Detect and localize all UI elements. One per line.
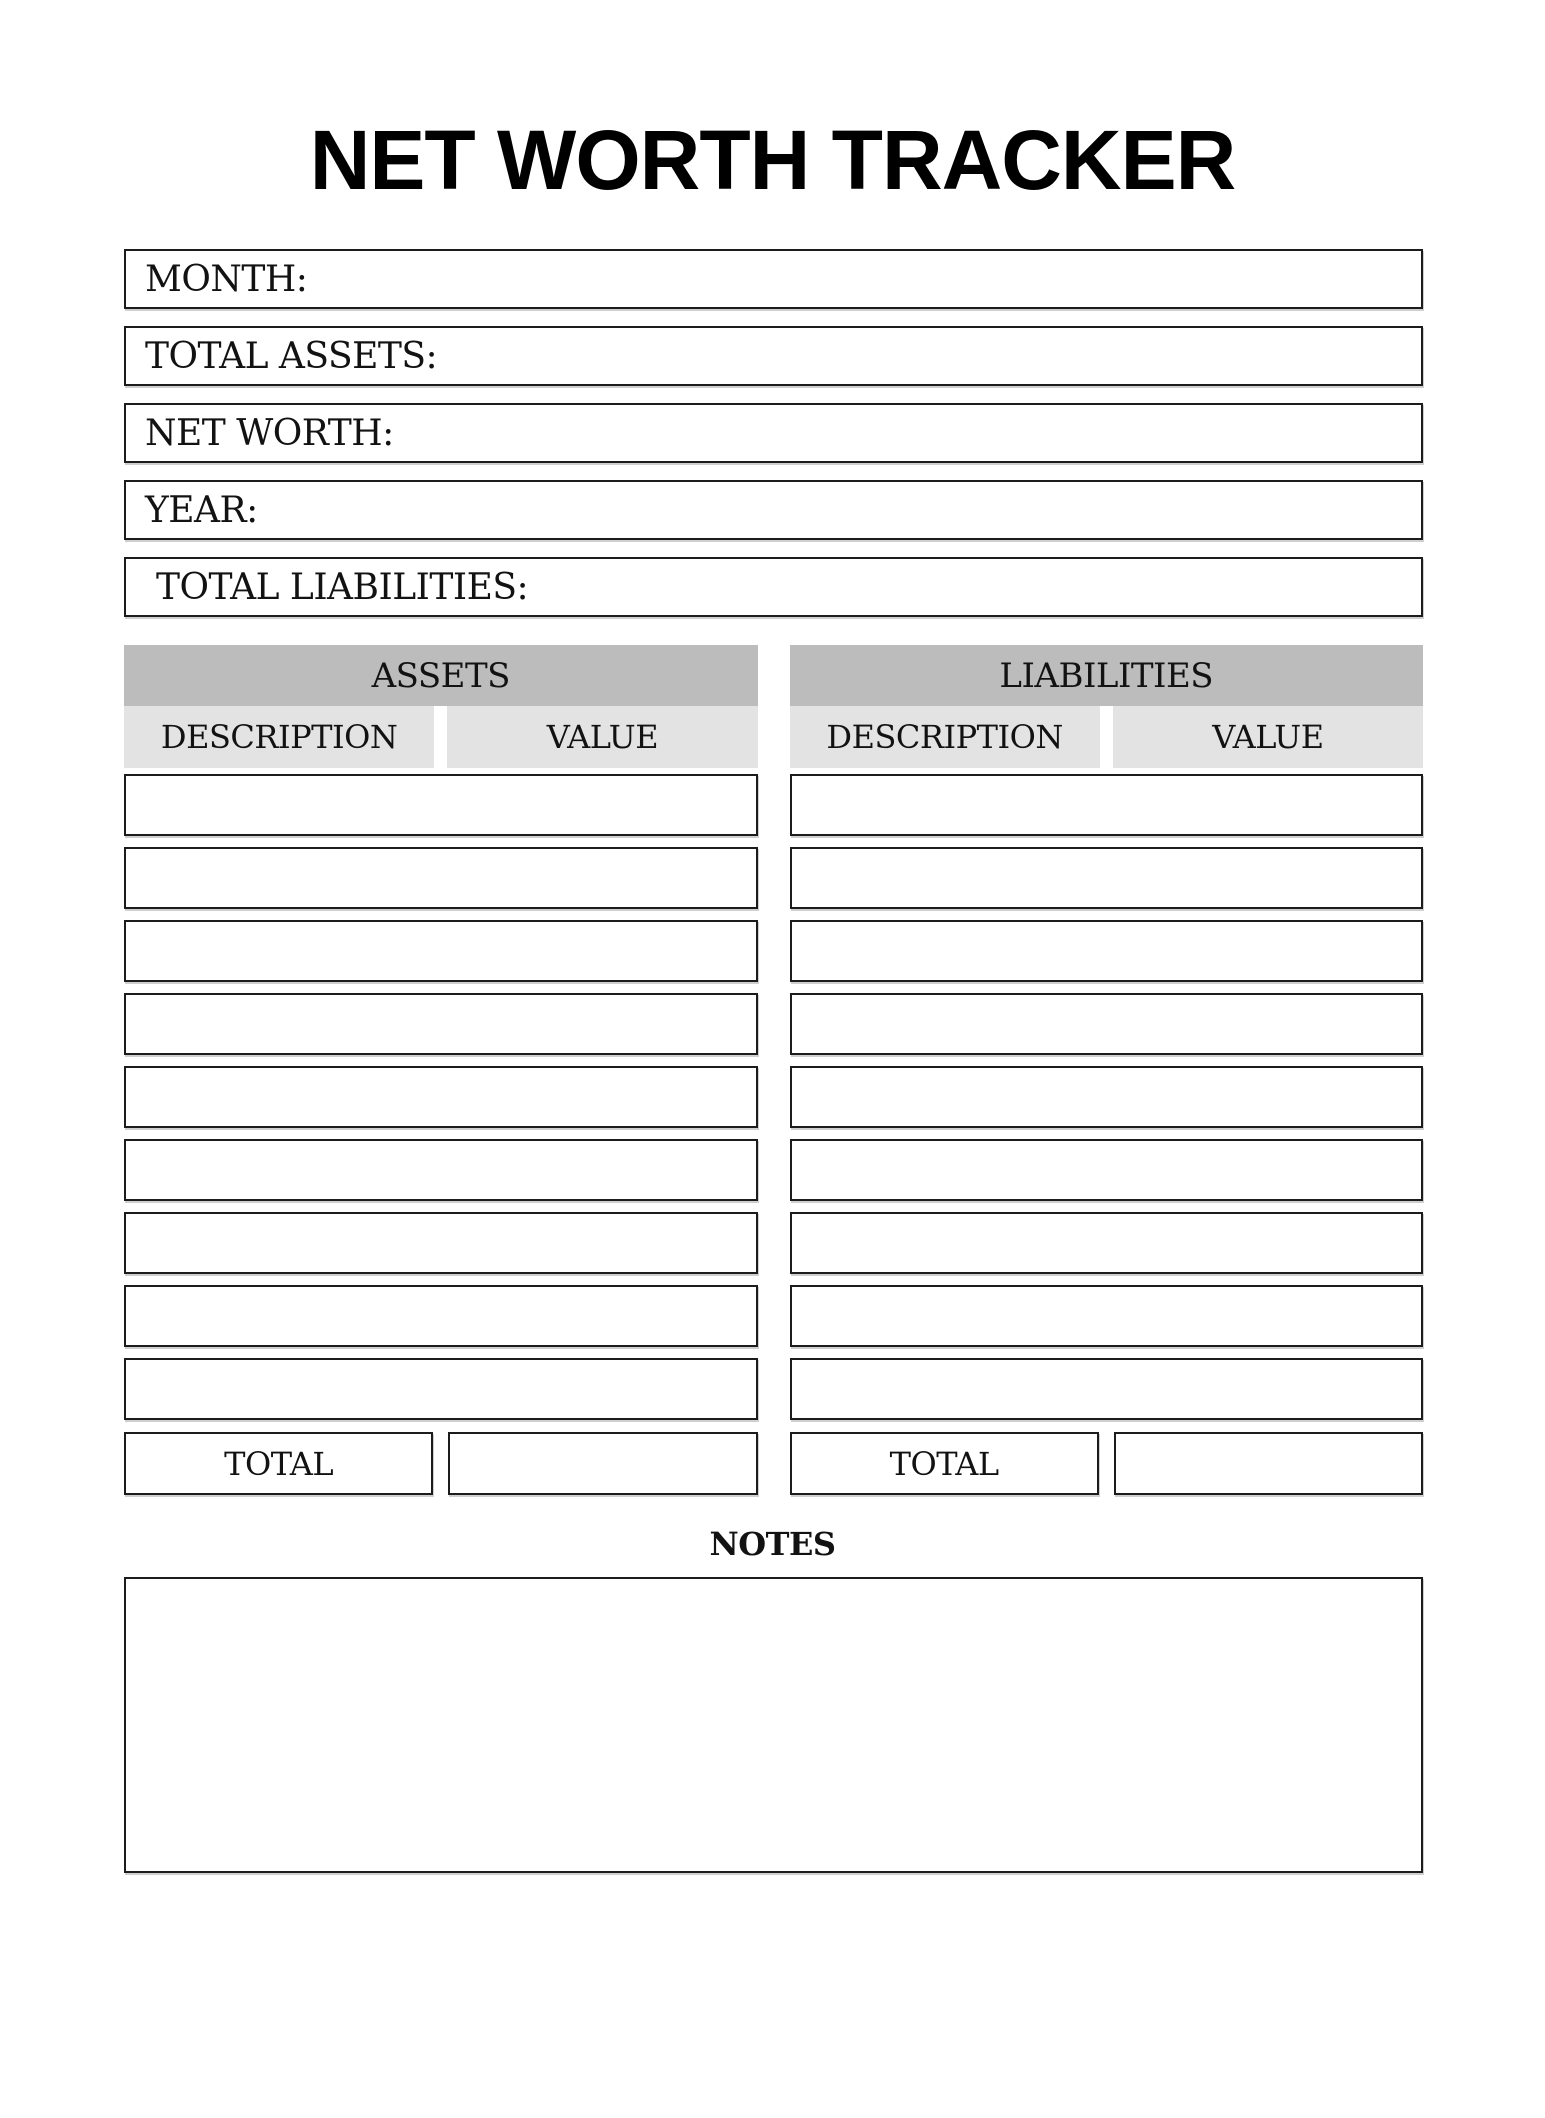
assets-total-value-field[interactable] — [448, 1432, 757, 1495]
assets-table — [124, 645, 758, 1495]
liabilities-column-headers — [790, 706, 1424, 768]
liabilities-total-label: TOTAL — [790, 1432, 1099, 1495]
liability-row[interactable] — [790, 1358, 1424, 1420]
liabilities-table-title: LIABILITIES — [999, 655, 1214, 696]
total-liabilities-label: TOTAL LIABILITIES: — [156, 567, 529, 608]
summary-fields — [124, 249, 1423, 617]
liabilities-description-column-header: DESCRIPTION — [790, 706, 1100, 768]
total-assets-field[interactable] — [124, 326, 1423, 386]
liabilities-table-header — [790, 645, 1424, 706]
net-worth-label: NET WORTH: — [145, 413, 394, 454]
assets-value-column-header: VALUE — [447, 706, 757, 768]
total-liabilities-field[interactable] — [124, 557, 1423, 617]
liability-row[interactable] — [790, 774, 1424, 836]
liability-row[interactable] — [790, 920, 1424, 982]
assets-rows — [124, 774, 758, 1420]
notes-input-area[interactable] — [124, 1577, 1423, 1873]
liability-row[interactable] — [790, 1285, 1424, 1347]
assets-column-headers — [124, 706, 758, 768]
asset-row[interactable] — [124, 1139, 758, 1201]
liability-row[interactable] — [790, 1066, 1424, 1128]
notes-heading: NOTES — [709, 1525, 836, 1563]
assets-table-header — [124, 645, 758, 706]
assets-table-title: ASSETS — [371, 655, 510, 696]
asset-row[interactable] — [124, 920, 758, 982]
asset-row[interactable] — [124, 993, 758, 1055]
liabilities-table — [790, 645, 1424, 1495]
asset-row[interactable] — [124, 1066, 758, 1128]
net-worth-field[interactable] — [124, 403, 1423, 463]
asset-row[interactable] — [124, 1358, 758, 1420]
total-assets-label: TOTAL ASSETS: — [145, 336, 438, 377]
tables-section — [124, 645, 1423, 1495]
assets-total-label: TOTAL — [124, 1432, 433, 1495]
liability-row[interactable] — [790, 847, 1424, 909]
asset-row[interactable] — [124, 1212, 758, 1274]
assets-description-column-header: DESCRIPTION — [124, 706, 434, 768]
asset-row[interactable] — [124, 847, 758, 909]
assets-total-row — [124, 1432, 758, 1495]
liabilities-total-row — [790, 1432, 1424, 1495]
month-field[interactable] — [124, 249, 1423, 309]
asset-row[interactable] — [124, 774, 758, 836]
liabilities-rows — [790, 774, 1424, 1420]
liabilities-total-value-field[interactable] — [1114, 1432, 1423, 1495]
year-field[interactable] — [124, 480, 1423, 540]
liability-row[interactable] — [790, 1139, 1424, 1201]
year-label: YEAR: — [145, 490, 258, 531]
month-label: MONTH: — [145, 259, 308, 300]
page-title: NET WORTH TRACKER — [309, 113, 1236, 207]
net-worth-tracker-page — [0, 113, 1545, 2118]
liabilities-value-column-header: VALUE — [1113, 706, 1423, 768]
liability-row[interactable] — [790, 993, 1424, 1055]
liability-row[interactable] — [790, 1212, 1424, 1274]
asset-row[interactable] — [124, 1285, 758, 1347]
